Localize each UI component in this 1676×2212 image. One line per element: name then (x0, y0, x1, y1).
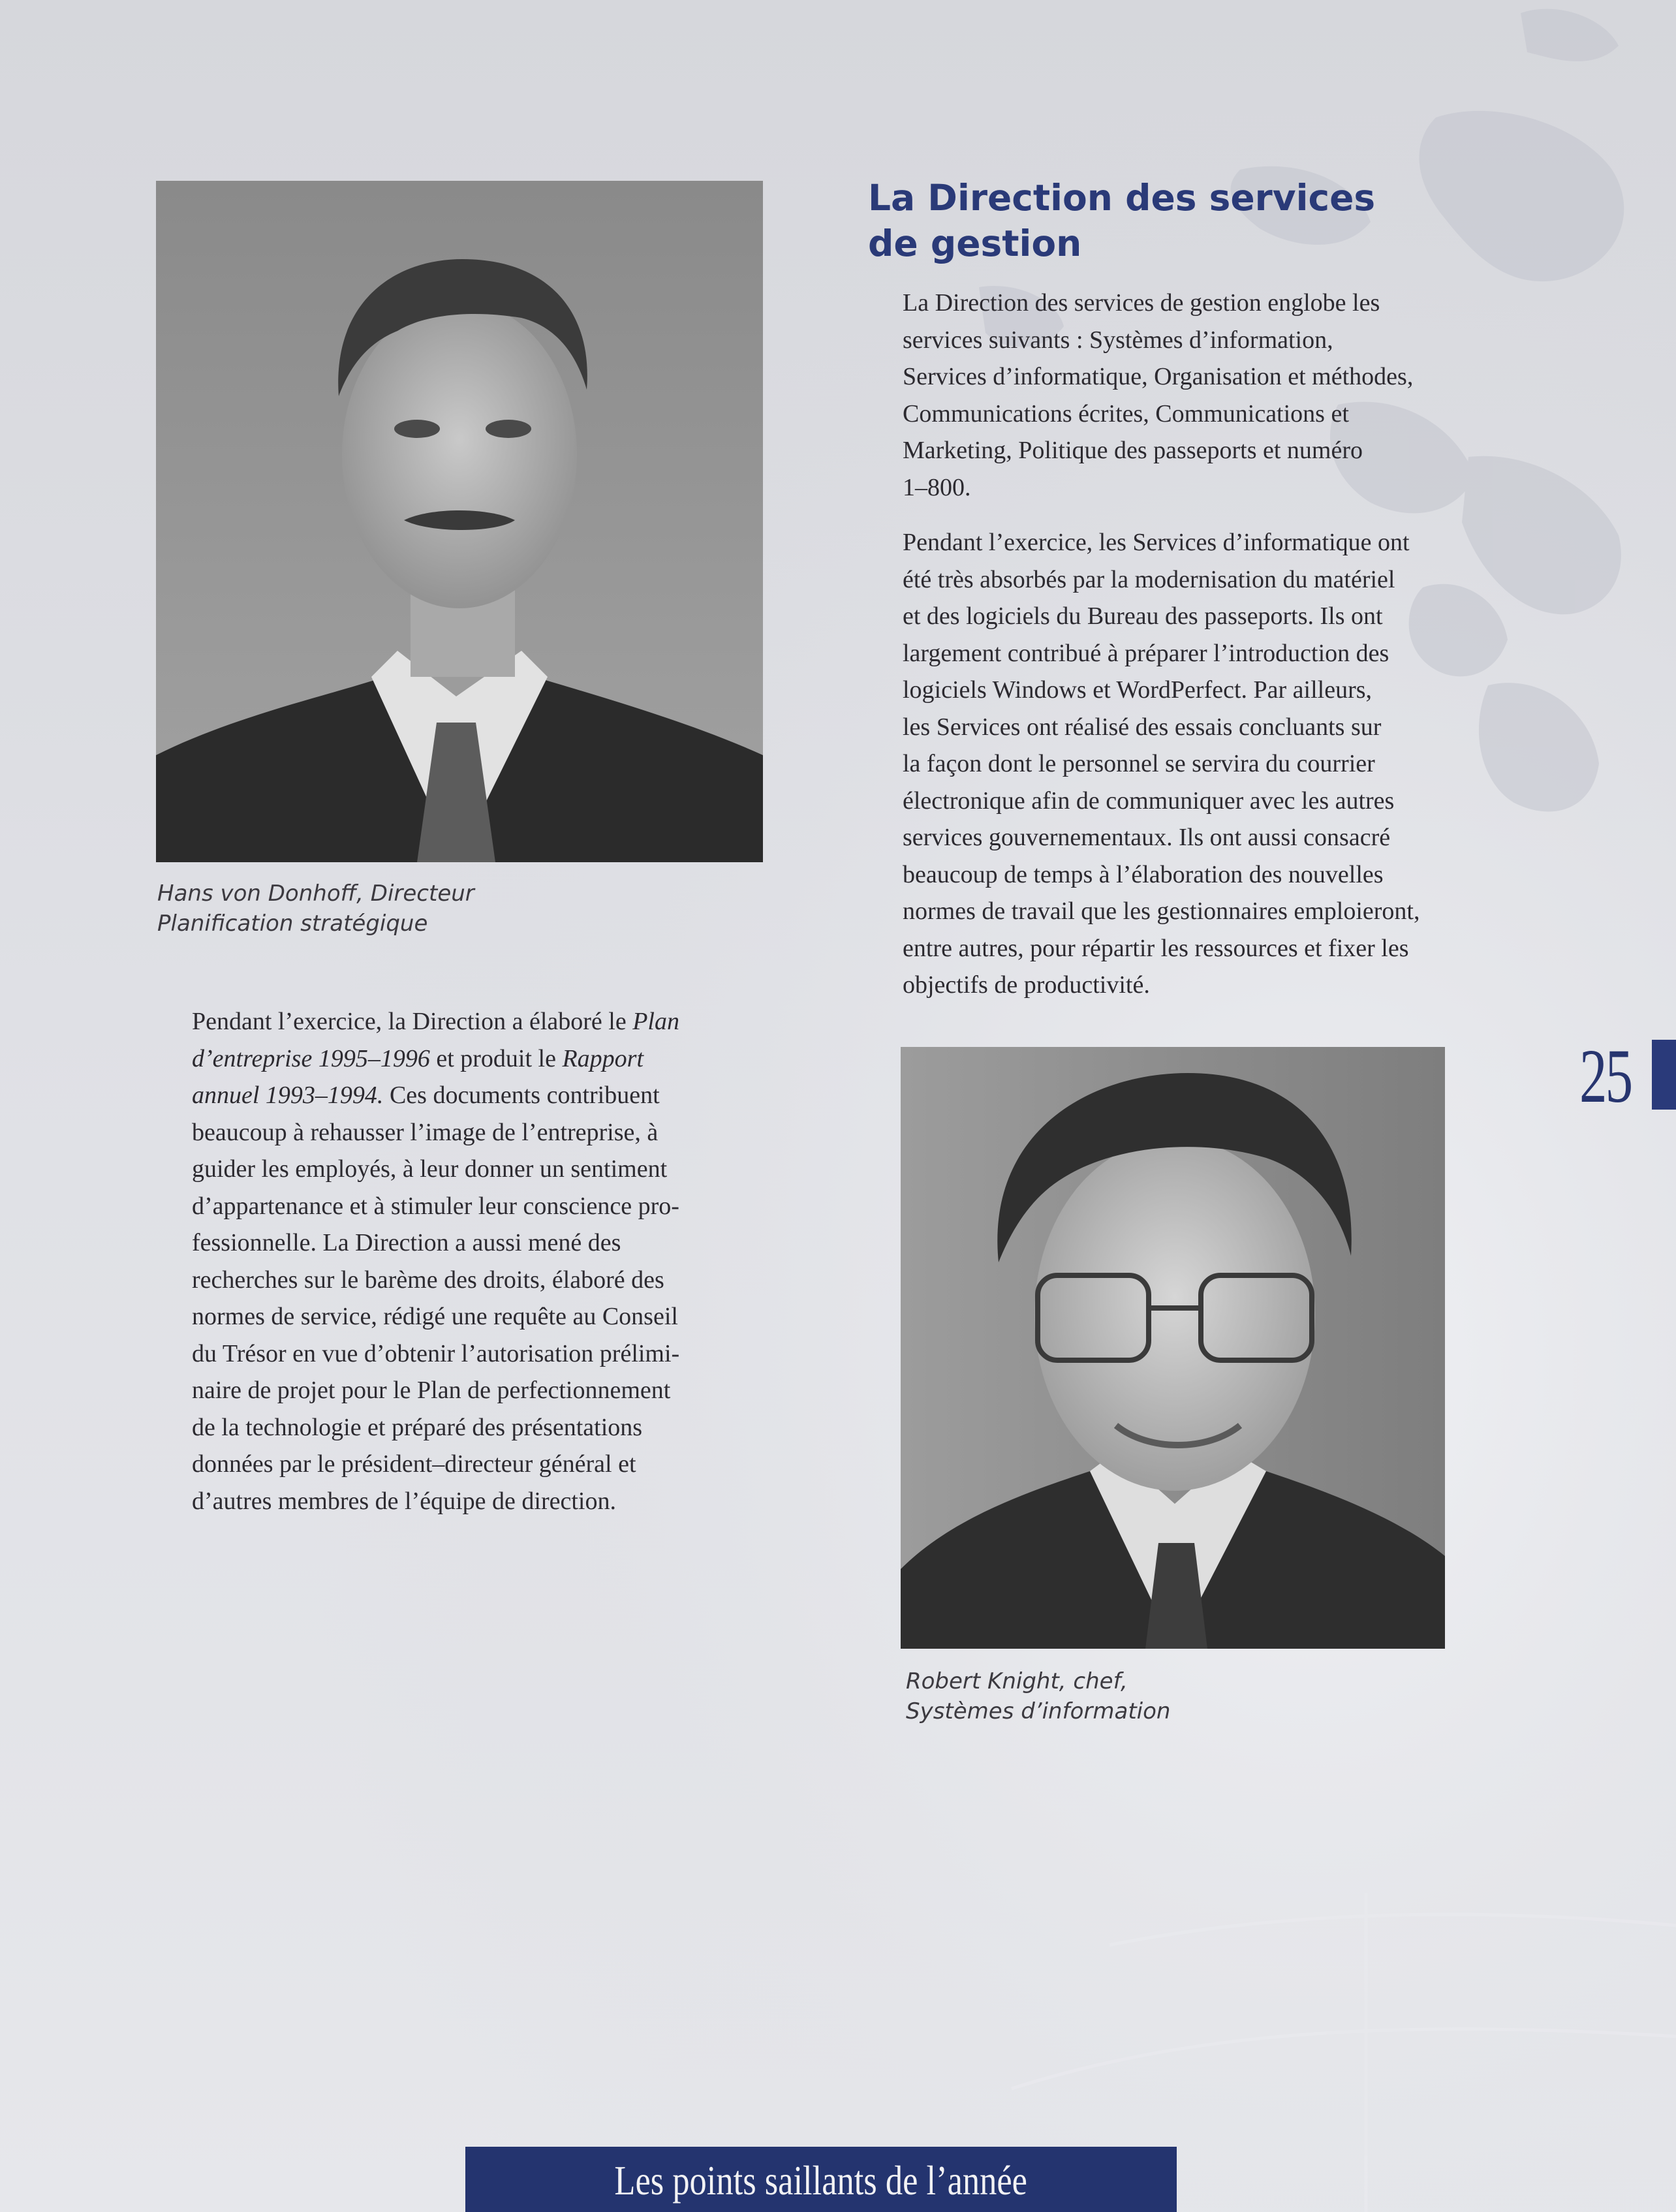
italic-title-run: Rapport (562, 1044, 644, 1072)
text-line: données par le président–directeur général et (192, 1450, 636, 1478)
text-line: normes de service, rédigé une requête au Conseil (192, 1303, 678, 1330)
portrait-photo-hans-von-donhoff (156, 181, 763, 862)
text-line: les Services ont réalisé des essais concluants sur (903, 713, 1382, 741)
heading-line: La Direction des services (868, 177, 1376, 219)
text-line: normes de travail que les gestionnaires emploieront, (903, 897, 1420, 925)
footer-title-wrap (465, 2156, 1177, 2205)
text-line: Marketing, Politique des passeports et numéro (903, 437, 1363, 464)
paragraph-informatique (903, 524, 1420, 1004)
text-line: du Trésor en vue d’obtenir l’autorisation prélimi- (192, 1339, 680, 1367)
caption-line: Planification stratégique (157, 911, 428, 937)
paragraph-direction (192, 1003, 679, 1519)
text-line (192, 1077, 679, 1114)
text-line: d’autres membres de l’équipe de direction. (192, 1487, 616, 1515)
caption-line: Hans von Donhoff, Directeur (157, 880, 474, 907)
text-line: fessionnelle. La Direction a aussi mené des (192, 1229, 621, 1256)
section-heading (868, 175, 1375, 266)
italic-title-run: annuel 1993–1994. (192, 1082, 384, 1109)
text-line: guider les employés, à leur donner un sentiment (192, 1155, 668, 1183)
text-line: Communications écrites, Communications et (903, 399, 1349, 428)
page-number: 25 (1579, 1033, 1632, 1119)
text-run: Ces documents contribuent (383, 1082, 660, 1109)
photo-caption-robert-knight (906, 1666, 1170, 1726)
text-line (192, 1040, 679, 1078)
text-line: la façon dont le personnel se servira du courrier (903, 750, 1375, 777)
page-tab-marker (1652, 1040, 1676, 1110)
text-line: été très absorbés par la modernisation du matériel (903, 565, 1395, 593)
text-line: de la technologie et préparé des présentations (192, 1413, 643, 1441)
heading-line: de gestion (868, 223, 1082, 264)
text-line: beaucoup de temps à l’élaboration des nouvelles (903, 860, 1384, 888)
text-line: La Direction des services de gestion englobe les (903, 289, 1380, 317)
text-line: logiciels Windows et WordPerfect. Par ailleurs, (903, 676, 1373, 704)
paragraph-services-list (903, 285, 1413, 506)
footer-band (465, 2147, 1177, 2212)
text-line: recherches sur le barème des droits, élaboré des (192, 1266, 664, 1294)
text-run: et produit le (429, 1044, 563, 1072)
text-line: services gouvernementaux. Ils ont aussi consacré (903, 824, 1391, 851)
text-line: d’appartenance et à stimuler leur conscience pro- (192, 1192, 679, 1220)
text-line: objectifs de productivité. (903, 971, 1150, 999)
text-line: largement contribué à préparer l’introduction des (903, 639, 1389, 667)
text-line: Services d’informatique, Organisation et méthodes, (903, 363, 1414, 390)
text-line: beaucoup à rehausser l’image de l’entreprise, à (192, 1118, 659, 1146)
text-line: électronique afin de communiquer avec les autres (903, 787, 1395, 815)
text-line: 1–800. (903, 473, 971, 501)
text-line: services suivants : Systèmes d’information, (903, 326, 1333, 354)
text-line: et des logiciels du Bureau des passeports. Ils ont (903, 602, 1383, 630)
caption-line: Systèmes d’information (906, 1698, 1171, 1724)
text-line: naire de projet pour le Plan de perfectionnement (192, 1377, 671, 1404)
italic-title-run: Plan (632, 1008, 679, 1035)
text-line (192, 1003, 679, 1040)
portrait-photo-robert-knight (901, 1047, 1445, 1649)
footer-title: Les points saillants de l’année (614, 2157, 1028, 2204)
text-line: Pendant l’exercice, les Services d’informatique ont (903, 529, 1410, 556)
text-run: Pendant l’exercice, la Direction a élaboré le (192, 1008, 633, 1035)
photo-caption-hans-von-donhoff (157, 879, 474, 939)
caption-line: Robert Knight, chef, (906, 1668, 1128, 1694)
text-line: entre autres, pour répartir les ressources et fixer les (903, 934, 1409, 962)
italic-title-run: d’entreprise 1995–1996 (192, 1044, 430, 1072)
